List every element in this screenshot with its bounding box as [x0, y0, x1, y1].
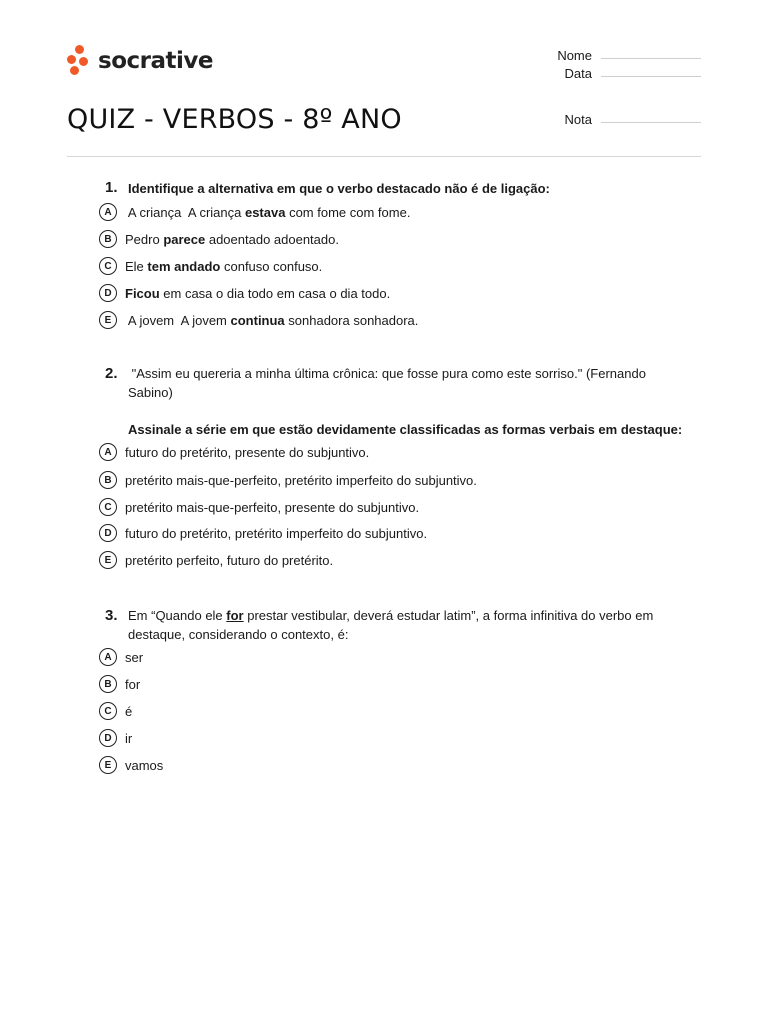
option-text: pretérito perfeito, futuro do pretérito.: [125, 552, 334, 568]
grade-field: [532, 112, 701, 127]
option-text: ir: [125, 730, 133, 746]
option-e[interactable]: [99, 309, 418, 331]
option-text: futuro do pretérito, presente do subjuntivo.: [125, 444, 370, 460]
underlined-verb: for: [226, 608, 244, 623]
option-letter-badge: B: [99, 675, 117, 693]
option-b[interactable]: [99, 469, 477, 491]
socrative-logo: [67, 45, 213, 77]
option-text: Ficou em casa o dia todo em casa o dia todo.: [125, 285, 391, 301]
option-letter-badge: E: [99, 311, 117, 329]
page-title: QUIZ - VERBOS - 8º ANO: [67, 104, 402, 135]
option-e[interactable]: [99, 549, 333, 571]
option-e[interactable]: [99, 754, 163, 776]
option-text: Ele tem andado confuso confuso.: [125, 258, 323, 274]
option-text: A jovem A jovem continua sonhadora sonhadora.: [125, 312, 419, 328]
name-label: Nome: [557, 48, 592, 63]
header-divider: [67, 156, 701, 157]
name-line[interactable]: [601, 58, 701, 59]
question-number: 3.: [105, 607, 118, 624]
option-text: pretérito mais-que-perfeito, pretérito imperfeito do subjuntivo.: [125, 472, 477, 488]
option-text: vamos: [125, 757, 164, 773]
question-quote: "Assim eu quereria a minha última crônica: que fosse pura como este sorriso." (Fernando Sabino): [128, 366, 650, 400]
option-letter-badge: D: [99, 524, 117, 542]
question-prompt: Assinale a série em que estão devidamente classificadas as formas verbais em destaque:: [128, 422, 683, 437]
option-text: for: [125, 676, 141, 692]
option-a[interactable]: [99, 646, 143, 668]
brand-name: socrative: [98, 48, 213, 74]
option-c[interactable]: [99, 700, 132, 722]
option-letter-badge: A: [99, 648, 117, 666]
option-c[interactable]: [99, 496, 419, 518]
name-field: [532, 48, 701, 63]
option-d[interactable]: [99, 727, 132, 749]
date-line[interactable]: [601, 76, 701, 77]
grade-line[interactable]: [601, 122, 701, 123]
option-letter-badge: C: [99, 498, 117, 516]
option-text: pretérito mais-que-perfeito, presente do subjuntivo.: [125, 499, 420, 515]
option-letter-badge: A: [99, 203, 117, 221]
option-d[interactable]: [99, 522, 427, 544]
question-number: 1.: [105, 179, 118, 196]
grade-label: Nota: [564, 112, 592, 127]
date-field: [532, 66, 701, 81]
option-letter-badge: B: [99, 230, 117, 248]
question-prompt: Identifique a alternativa em que o verbo destacado não é de ligação:: [128, 181, 550, 196]
option-letter-badge: D: [99, 729, 117, 747]
option-letter-badge: E: [99, 551, 117, 569]
option-text: é: [125, 703, 133, 719]
option-text: A criança A criança estava com fome com fome.: [125, 204, 411, 220]
option-a[interactable]: [99, 441, 369, 463]
date-label: Data: [564, 66, 592, 81]
option-letter-badge: C: [99, 702, 117, 720]
option-letter-badge: A: [99, 443, 117, 461]
option-b[interactable]: [99, 228, 339, 250]
option-c[interactable]: [99, 255, 322, 277]
option-letter-badge: B: [99, 471, 117, 489]
question-prompt: Em “Quando ele for prestar vestibular, deverá estudar latim”, a forma infinitiva do verbo em destaque, considerando o contexto, é:: [128, 608, 654, 642]
option-text: futuro do pretérito, pretérito imperfeito do subjuntivo.: [125, 525, 428, 541]
option-b[interactable]: [99, 673, 140, 695]
option-text: ser: [125, 649, 144, 665]
question-number: 2.: [105, 365, 118, 382]
socrative-logo-icon: [67, 45, 91, 77]
option-letter-badge: E: [99, 756, 117, 774]
option-d[interactable]: [99, 282, 390, 304]
option-text: Pedro parece adoentado adoentado.: [125, 231, 339, 247]
option-letter-badge: C: [99, 257, 117, 275]
option-letter-badge: D: [99, 284, 117, 302]
option-a[interactable]: [99, 201, 410, 223]
